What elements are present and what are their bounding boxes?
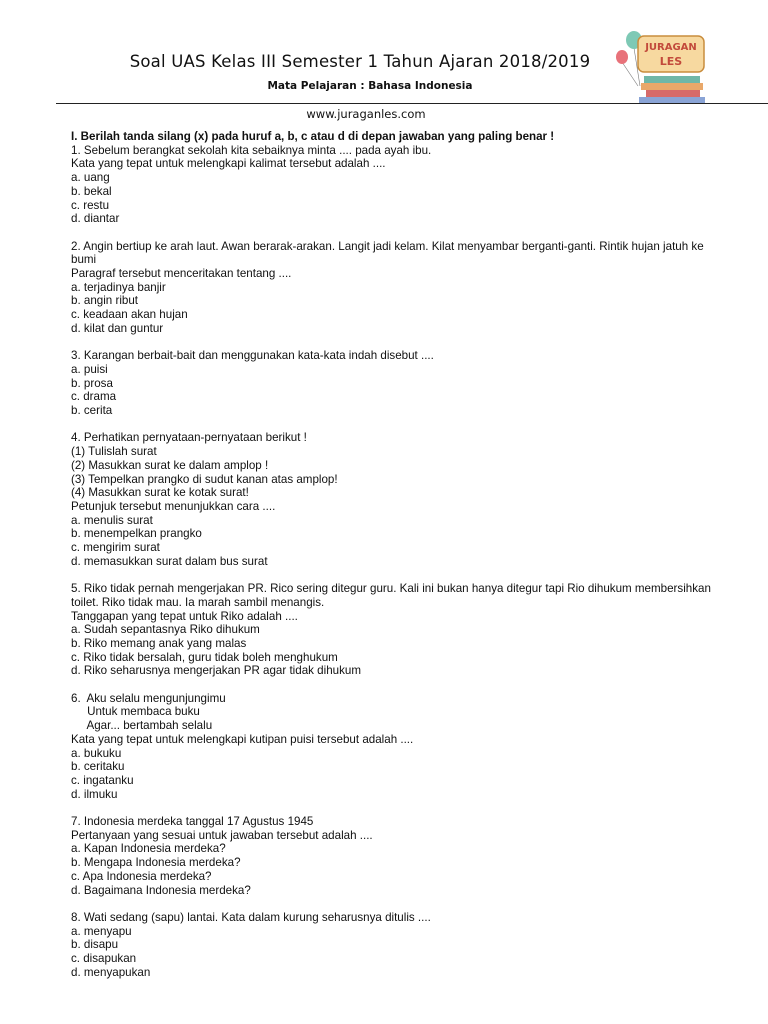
question-line: c. Riko tidak bersalah, guru tidak boleh menghukum bbox=[71, 650, 338, 664]
question-line: d. Bagaimana Indonesia merdeka? bbox=[71, 883, 251, 897]
question-line: c. drama bbox=[71, 390, 117, 404]
question-line: c. Apa Indonesia merdeka? bbox=[71, 869, 212, 883]
question-line: b. bekal bbox=[71, 184, 112, 198]
question-line: (1) Tulislah surat bbox=[71, 445, 157, 459]
question-item bbox=[71, 431, 731, 568]
question-text: 5. Riko tidak pernah mengerjakan PR. Rico sering ditegur guru. Kali ini bukan hanya ditegur tapi Rio dihukum membersihkan toilet. Riko tidak mau. Ia marah sambil menangis. bbox=[71, 582, 711, 609]
question-line: b. Mengapa Indonesia merdeka? bbox=[71, 856, 241, 870]
question-line: (4) Masukkan surat ke kotak surat! bbox=[71, 486, 249, 500]
question-text: 6. Aku selalu mengunjungimu bbox=[71, 691, 226, 705]
question-text: 2. Angin bertiup ke arah laut. Awan berarak-arakan. Langit jadi kelam. Kilat menyambar berganti-ganti. Rintik hujan jatuh ke bumi bbox=[71, 239, 704, 267]
question-line: d. kilat dan guntur bbox=[71, 321, 164, 335]
question-line: a. Kapan Indonesia merdeka? bbox=[71, 842, 226, 856]
question-line: Untuk membaca buku bbox=[71, 705, 200, 719]
question-line: Tanggapan yang tepat untuk Riko adalah .... bbox=[71, 609, 298, 623]
question-text: 4. Perhatikan pernyataan-pernyataan berikut ! bbox=[71, 431, 307, 445]
question-line: b. prosa bbox=[71, 376, 113, 390]
question-line: b. cerita bbox=[71, 404, 113, 418]
question-line: c. restu bbox=[71, 198, 110, 212]
website-link[interactable]: www.juraganles.com bbox=[306, 107, 426, 121]
question-line: a. puisi bbox=[71, 362, 108, 376]
question-line: (2) Masukkan surat ke dalam amplop ! bbox=[71, 458, 269, 472]
question-line: a. terjadinya banjir bbox=[71, 280, 166, 294]
question-item bbox=[71, 240, 731, 336]
question-line: Pertanyaan yang sesuai untuk jawaban tersebut adalah .... bbox=[71, 828, 373, 842]
svg-text:JURAGAN: JURAGAN bbox=[645, 42, 697, 53]
question-line: d. menyapukan bbox=[71, 965, 151, 979]
question-line: d. ilmuku bbox=[71, 787, 118, 801]
question-line: c. keadaan akan hujan bbox=[71, 308, 188, 322]
question-line: (3) Tempelkan prangko di sudut kanan atas amplop! bbox=[71, 472, 338, 486]
question-list bbox=[71, 144, 731, 980]
question-text: 7. Indonesia merdeka tanggal 17 Agustus 1945 bbox=[71, 815, 314, 829]
books-icon bbox=[639, 76, 705, 103]
subject-label: Mata Pelajaran : Bahasa Indonesia bbox=[267, 80, 473, 92]
question-line: Petunjuk tersebut menunjukkan cara .... bbox=[71, 499, 276, 513]
question-line: d. Riko seharusnya mengerjakan PR agar tidak dihukum bbox=[71, 664, 361, 678]
question-item bbox=[71, 144, 731, 226]
question-line: d. memasukkan surat dalam bus surat bbox=[71, 554, 268, 568]
question-line: b. disapu bbox=[71, 938, 119, 952]
question-text: 3. Karangan berbait-bait dan menggunakan kata-kata indah disebut .... bbox=[71, 349, 434, 363]
question-text: 8. Wati sedang (sapu) lantai. Kata dalam kurung seharusnya ditulis .... bbox=[71, 910, 431, 924]
question-line: c. disapukan bbox=[71, 952, 137, 966]
question-line: b. Riko memang anak yang malas bbox=[71, 636, 247, 650]
juraganles-logo bbox=[614, 26, 714, 106]
svg-text:LES: LES bbox=[659, 55, 683, 68]
question-line: Kata yang tepat untuk melengkapi kalimat tersebut adalah .... bbox=[71, 157, 386, 171]
question-item bbox=[71, 582, 731, 678]
question-item bbox=[71, 815, 731, 897]
question-line: Paragraf tersebut menceritakan tentang .... bbox=[71, 267, 292, 281]
instruction-text: I. Berilah tanda silang (x) pada huruf a, b, c atau d di depan jawaban yang paling benar ! bbox=[71, 130, 555, 143]
question-line: Kata yang tepat untuk melengkapi kutipan puisi tersebut adalah .... bbox=[71, 732, 414, 746]
question-line: c. ingatanku bbox=[71, 773, 134, 787]
question-line: c. mengirim surat bbox=[71, 541, 160, 555]
question-item bbox=[71, 692, 731, 802]
exam-content bbox=[71, 130, 731, 993]
question-text: 1. Sebelum berangkat sekolah kita sebaiknya minta .... pada ayah ibu. bbox=[71, 143, 432, 157]
question-line: a. uang bbox=[71, 171, 110, 185]
question-line: Agar... bertambah selalu bbox=[71, 719, 213, 733]
question-line: a. bukuku bbox=[71, 746, 122, 760]
question-item bbox=[71, 349, 731, 418]
question-item bbox=[71, 911, 731, 980]
page-title: Soal UAS Kelas III Semester 1 Tahun Ajaran 2018/2019 bbox=[129, 52, 591, 71]
question-line: b. menempelkan prangko bbox=[71, 527, 202, 541]
question-line: d. diantar bbox=[71, 212, 120, 226]
question-line: a. Sudah sepantasnya Riko dihukum bbox=[71, 623, 260, 637]
question-line: a. menyapu bbox=[71, 924, 132, 938]
question-line: a. menulis surat bbox=[71, 513, 153, 527]
question-line: b. angin ribut bbox=[71, 294, 139, 308]
question-line: b. ceritaku bbox=[71, 760, 125, 774]
